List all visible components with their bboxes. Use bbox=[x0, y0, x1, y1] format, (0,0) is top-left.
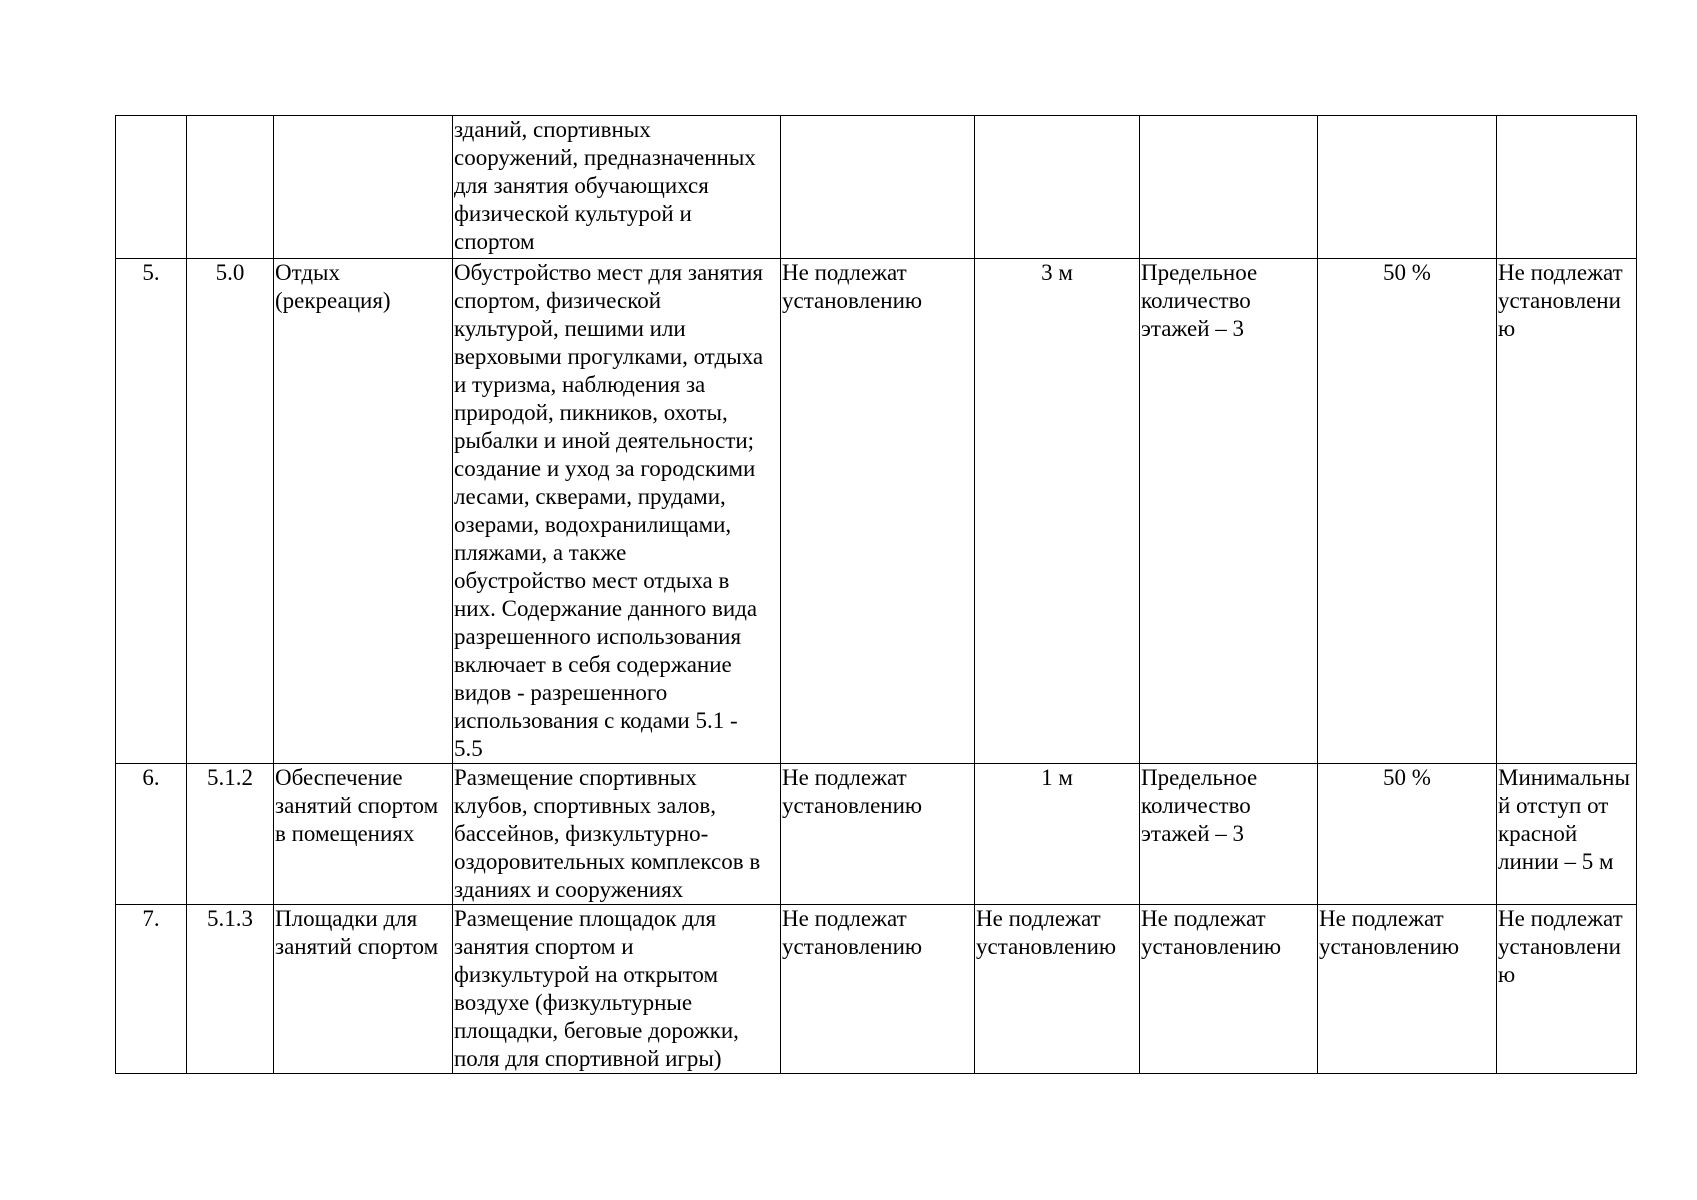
coverage-cell: 50 % bbox=[1318, 259, 1497, 764]
floors-cell: Предельное количество этажей – 3 bbox=[1140, 764, 1318, 905]
zoning-regulations-table bbox=[115, 115, 1637, 1074]
use-name: Обеспечение занятий спортом в помещениях bbox=[274, 764, 453, 905]
use-code: 5.1.2 bbox=[187, 764, 274, 905]
use-code: 5.0 bbox=[187, 259, 274, 764]
row-number: 5. bbox=[116, 259, 187, 764]
table-row bbox=[116, 116, 1637, 259]
other-restrictions-cell bbox=[1497, 116, 1637, 259]
row-number bbox=[116, 116, 187, 259]
floors-cell: Не подлежат установлению bbox=[1140, 905, 1318, 1074]
setback-cell: 1 м bbox=[975, 764, 1140, 905]
setback-cell: 3 м bbox=[975, 259, 1140, 764]
use-description: зданий, спортивных сооружений, предназначенных для занятия обучающихся физической культурой и спортом bbox=[453, 116, 781, 259]
coverage-cell bbox=[1318, 116, 1497, 259]
use-description: Размещение площадок для занятия спортом и физкультурой на открытом воздухе (физкультурные площадки, беговые дорожки, поля для спортивной игры) bbox=[453, 905, 781, 1074]
floors-cell: Предельное количество этажей – 3 bbox=[1140, 259, 1318, 764]
table-row bbox=[116, 764, 1637, 905]
other-restrictions-cell: Не подлежат установлени ю bbox=[1497, 259, 1637, 764]
parameter-cell: Не подлежат установлению bbox=[781, 259, 975, 764]
parameter-cell: Не подлежат установлению bbox=[781, 764, 975, 905]
use-description: Обустройство мест для занятия спортом, физической культурой, пешими или верховыми прогулками, отдыха и туризма, наблюдения за природой, пикников, охоты, рыбалки и иной деятельности; создание и уход за городскими лесами, скверами, прудами, озерами, водохранилищами, пляжами, а также обустройство мест отдыха в них. Содержание данного вида разрешенного использования включает в себя содержание видов - разрешенного использования с кодами 5.1 - 5.5 bbox=[453, 259, 781, 764]
row-number: 7. bbox=[116, 905, 187, 1074]
use-code bbox=[187, 116, 274, 259]
use-name: Площадки для занятий спортом bbox=[274, 905, 453, 1074]
table-row bbox=[116, 905, 1637, 1074]
row-number: 6. bbox=[116, 764, 187, 905]
parameter-cell: Не подлежат установлению bbox=[781, 905, 975, 1074]
use-code: 5.1.3 bbox=[187, 905, 274, 1074]
use-description: Размещение спортивных клубов, спортивных залов, бассейнов, физкультурно- оздоровительных комплексов в зданиях и сооружениях bbox=[453, 764, 781, 905]
other-restrictions-cell: Минимальны й отступ от красной линии – 5 м bbox=[1497, 764, 1637, 905]
setback-cell: Не подлежат установлению bbox=[975, 905, 1140, 1074]
other-restrictions-cell: Не подлежат установлени ю bbox=[1497, 905, 1637, 1074]
use-name: Отдых (рекреация) bbox=[274, 259, 453, 764]
parameter-cell bbox=[781, 116, 975, 259]
use-name bbox=[274, 116, 453, 259]
coverage-cell: Не подлежат установлению bbox=[1318, 905, 1497, 1074]
setback-cell bbox=[975, 116, 1140, 259]
coverage-cell: 50 % bbox=[1318, 764, 1497, 905]
table-row bbox=[116, 259, 1637, 764]
floors-cell bbox=[1140, 116, 1318, 259]
